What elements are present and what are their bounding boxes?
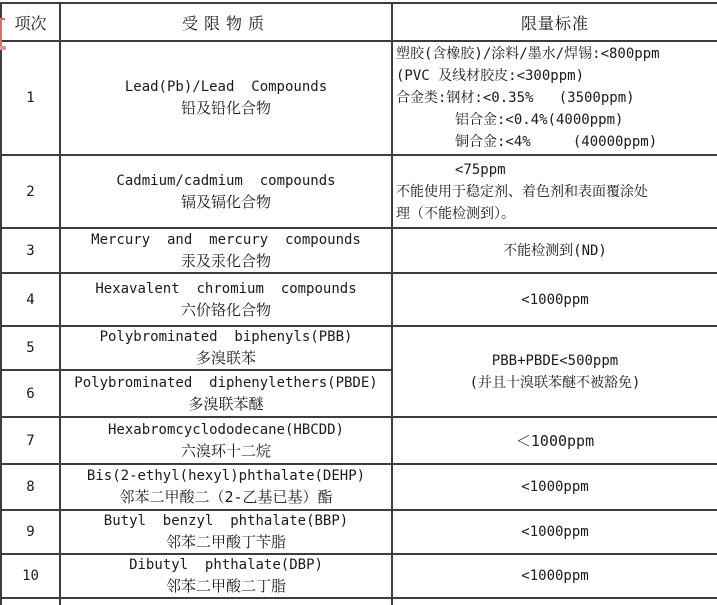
substance-zh: 六价铬化合物 — [180, 300, 271, 319]
limit-cell — [392, 155, 717, 228]
limit-line: (并且十溴联苯醚不被豁免) — [469, 374, 641, 391]
limit-line: 不能检测到(ND) — [503, 242, 607, 259]
empty-cell — [60, 598, 392, 605]
limit-line: ＜1000ppm — [515, 431, 595, 450]
row-number: 9 — [1, 510, 60, 554]
row-number: 10 — [1, 554, 60, 598]
limit-line: <1000ppm — [521, 524, 589, 540]
substance-zh: 邻苯二甲酸二（2-乙基已基）酯 — [119, 488, 333, 506]
substance-cell — [60, 273, 392, 326]
substance-zh: 邻苯二甲酸二丁脂 — [165, 577, 286, 595]
table-row — [1, 273, 717, 326]
limit-line: <1000ppm — [521, 291, 589, 308]
limit-cell — [392, 510, 717, 554]
limit-cell — [392, 417, 717, 464]
limit-cell — [392, 554, 717, 598]
substance-en: Mercury and mercury compounds — [91, 231, 361, 248]
row-number: 5 — [1, 326, 60, 370]
limit-line: <75ppm — [396, 161, 506, 178]
red-edit-mark — [0, 18, 2, 50]
header-item-col: 项次 — [1, 3, 60, 41]
substance-zh: 邻苯二甲酸丁苄脂 — [165, 533, 286, 551]
substance-cell — [60, 155, 392, 228]
substance-cell — [60, 464, 392, 510]
table-row — [1, 464, 717, 510]
substance-en: Hexabromcyclododecane(HBCDD) — [107, 421, 344, 438]
substance-cell — [60, 326, 392, 370]
substance-en: Lead(Pb)/Lead Compounds — [124, 79, 328, 95]
header-row — [1, 3, 717, 41]
limit-line: <1000ppm — [521, 568, 589, 584]
table-row — [1, 41, 717, 155]
limit-line: 理（不能检测到）。 — [396, 205, 515, 222]
table-row — [1, 228, 717, 273]
limit-line: 不能使用于稳定剂、着色剂和表面覆涂处 — [396, 183, 648, 200]
table-row — [1, 155, 717, 228]
substance-en: Polybrominated biphenyls(PBB) — [99, 329, 353, 345]
limit-line: <1000ppm — [521, 479, 589, 495]
limit-cell-merged-pbb-pbde — [392, 326, 717, 417]
table-row — [1, 554, 717, 598]
limit-cell — [392, 228, 717, 273]
substance-zh: 多溴联苯 — [195, 349, 256, 367]
limit-cell — [392, 41, 717, 155]
substance-zh: 铅及铅化合物 — [180, 99, 271, 117]
header-limit-col: 限量标准 — [392, 3, 717, 41]
substance-cell — [60, 417, 392, 464]
empty-cell — [1, 598, 60, 605]
row-number: 6 — [1, 370, 60, 417]
row-number: 7 — [1, 417, 60, 464]
substance-en: Hexavalent chromium compounds — [95, 280, 357, 297]
empty-cell — [392, 598, 717, 605]
row-number: 8 — [1, 464, 60, 510]
substance-zh: 多溴联苯醚 — [188, 394, 264, 413]
substance-en: Dibutyl phthalate(DBP) — [129, 557, 323, 573]
table-row — [1, 510, 717, 554]
substance-zh: 汞及汞化合物 — [180, 251, 271, 270]
limit-line: 铝合金:<0.4%(4000ppm) — [396, 112, 624, 128]
table-row — [1, 417, 717, 464]
row-number: 4 — [1, 273, 60, 326]
row-number: 1 — [1, 41, 60, 155]
substance-cell — [60, 41, 392, 155]
substance-en: Bis(2-ethyl(hexyl)phthalate(DEHP) — [86, 468, 366, 484]
substance-zh: 六溴环十二烷 — [180, 441, 271, 460]
substance-en: Butyl benzyl phthalate(BBP) — [103, 513, 349, 529]
table-row-partial — [1, 598, 717, 605]
substance-cell — [60, 228, 392, 273]
header-substance-col: 受限物质 — [60, 3, 392, 41]
limit-line: 合金类:钢材:<0.35% (3500ppm) — [396, 90, 635, 106]
substance-en: Polybrominated diphenylethers(PBDE) — [74, 374, 378, 391]
document-page — [0, 2, 717, 605]
substance-zh: 镉及镉化合物 — [180, 192, 271, 211]
row-number: 2 — [1, 155, 60, 228]
limit-cell — [392, 273, 717, 326]
limit-line: PBB+PBDE<500ppm — [491, 352, 619, 369]
limit-cell — [392, 464, 717, 510]
substance-cell — [60, 370, 392, 417]
limit-line: (PVC 及线材胶皮:<300ppm) — [396, 68, 585, 84]
substance-en: Cadmium/cadmium compounds — [116, 172, 336, 189]
row-number: 3 — [1, 228, 60, 273]
table-row — [1, 326, 717, 370]
limit-line: 塑胶(含橡胶)/涂料/墨水/焊锡:<800ppm — [396, 46, 660, 62]
substance-cell — [60, 554, 392, 598]
substance-cell — [60, 510, 392, 554]
restricted-substances-table — [0, 2, 717, 605]
limit-line: 铜合金:<4% (40000ppm) — [396, 134, 658, 150]
